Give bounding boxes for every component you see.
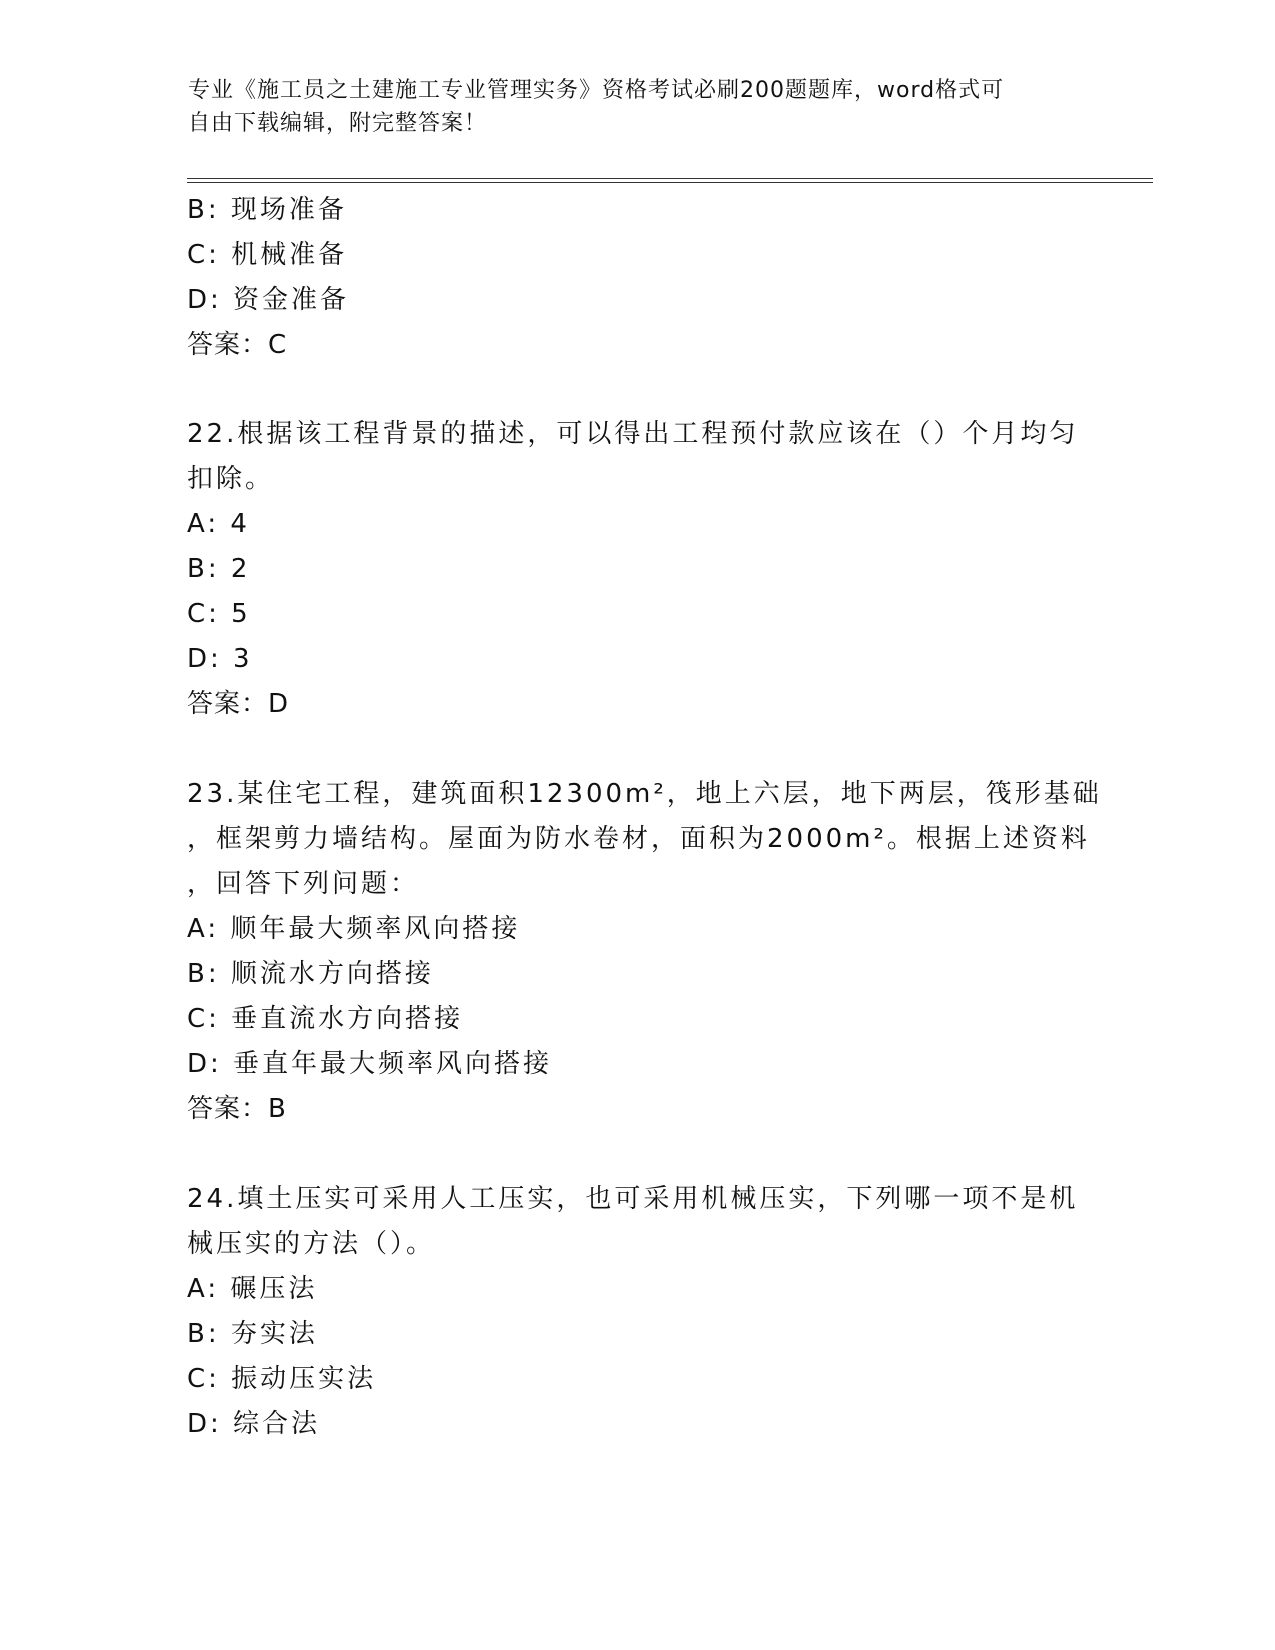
- q23-answer: 答案：B: [187, 1094, 287, 1124]
- q21-option-c: C: 机械准备: [187, 240, 348, 270]
- header-line-2: 自由下载编辑，附完整答案！: [188, 111, 488, 136]
- q23-text-line-3: ，回答下列问题：: [187, 869, 420, 899]
- q23-option-b: B: 顺流水方向搭接: [187, 959, 434, 989]
- q23-text-line-1: 23.某住宅工程，建筑面积12300m²，地上六层，地下两层，筏形基础: [187, 779, 1102, 809]
- q23-text-line-2: ，框架剪力墙结构。屋面为防水卷材，面积为2000m²。根据上述资料: [187, 824, 1090, 854]
- q23-option-c: C: 垂直流水方向搭接: [187, 1004, 464, 1034]
- document-header: [188, 74, 1068, 140]
- q22-option-c: C: 5: [187, 599, 251, 629]
- q21-answer: 答案：C: [187, 330, 288, 360]
- q21-option-d: D: 资金准备: [187, 285, 350, 315]
- header-line-1: 专业《施工员之土建施工专业管理实务》资格考试必刷200题题库，word格式可: [188, 78, 1005, 103]
- header-rule-bottom: [187, 182, 1153, 183]
- q23-option-d: D: 垂直年最大频率风向搭接: [187, 1049, 553, 1079]
- q24-text-line-1: 24.填土压实可采用人工压实，也可采用机械压实，下列哪一项不是机: [187, 1184, 1079, 1214]
- q22-option-b: B: 2: [187, 554, 251, 584]
- q23-option-a: A: 顺年最大频率风向搭接: [187, 914, 521, 944]
- q22-text-line-1: 22.根据该工程背景的描述，可以得出工程预付款应该在（）个月均匀: [187, 419, 1079, 449]
- q22-answer: 答案：D: [187, 689, 290, 719]
- q22-text-line-2: 扣除。: [187, 464, 275, 494]
- q21-option-b: B: 现场准备: [187, 195, 347, 225]
- q24-option-c: C: 振动压实法: [187, 1364, 377, 1394]
- q22-option-a: A: 4: [187, 509, 250, 539]
- q24-option-a: A: 碾压法: [187, 1274, 318, 1304]
- q22-option-d: D: 3: [187, 644, 253, 674]
- header-rule-top: [187, 178, 1153, 179]
- q24-text-line-2: 械压实的方法（）。: [187, 1229, 436, 1259]
- q24-option-d: D: 综合法: [187, 1409, 321, 1439]
- q24-option-b: B: 夯实法: [187, 1319, 318, 1349]
